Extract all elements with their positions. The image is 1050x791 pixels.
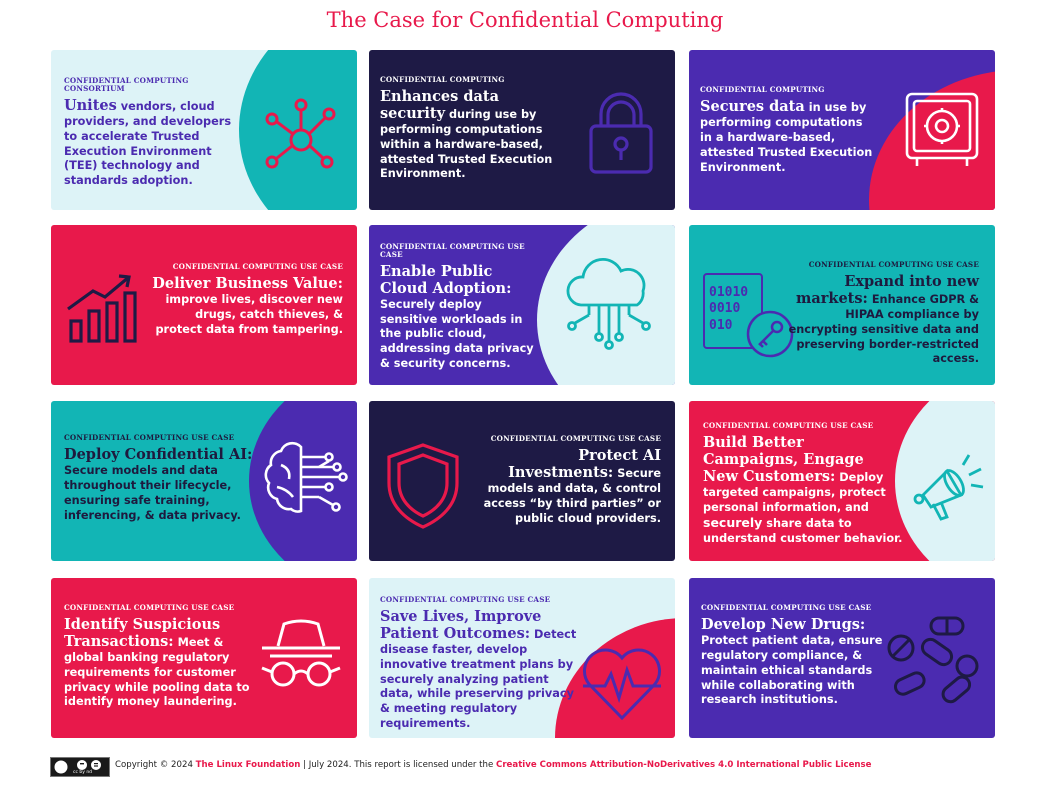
- card-text: Meet & global banking regulatory requirements for customer privacy while pooling data to identify money laundering.: [64, 635, 250, 709]
- card-public-cloud: [369, 225, 675, 385]
- card-protect-ai: [369, 401, 675, 561]
- card-text: Enhance GDPR & HIPAA compliance by encrypting sensitive data and preserving border-restricted access.: [788, 292, 979, 366]
- cloud-circuit-icon: [559, 255, 659, 355]
- card-new-drugs: [689, 578, 995, 738]
- incognito-icon: [256, 616, 346, 696]
- card-lead: Enhances data security: [380, 87, 499, 122]
- padlock-icon: [581, 88, 661, 178]
- license-link[interactable]: Creative Commons Attribution-NoDerivatives 4.0 International Public License: [496, 760, 872, 770]
- ai-brain-icon: [259, 435, 357, 525]
- card-kicker: CONFIDENTIAL COMPUTING USE CASE: [64, 603, 235, 612]
- card-unites: [51, 50, 357, 210]
- card-lead: Secures data: [700, 97, 805, 115]
- card-text: in use by performing computations in a hardware-based, attested Trusted Execution Environment.: [700, 100, 873, 174]
- card-enhances-security: [369, 50, 675, 210]
- card-lead: Expand into new markets:: [796, 272, 979, 307]
- card-suspicious-transactions: [51, 578, 357, 738]
- card-lead: Save Lives, Improve Patient Outcomes:: [380, 607, 542, 642]
- card-kicker: CONFIDENTIAL COMPUTING CONSORTIUM: [64, 76, 189, 93]
- card-text: Deploy targeted campaigns, protect personal information, and: [703, 470, 886, 514]
- binary-line: 01010: [709, 285, 749, 300]
- card-lead: Enable Public Cloud Adoption:: [380, 262, 512, 297]
- pills-icon: [883, 614, 983, 704]
- cc-badge-label: cc by nd: [73, 770, 93, 775]
- card-text: share data to understand customer behavior.: [703, 517, 903, 546]
- card-kicker: CONFIDENTIAL COMPUTING USE CASE: [701, 603, 872, 612]
- card-text: Detect disease faster, develop innovative treatment plans by securely analyzing patient data, while preserving privacy & meeting regulatory requirements.: [380, 627, 577, 731]
- footer: [50, 757, 1050, 777]
- safe-icon: [897, 86, 987, 176]
- card-kicker: CONFIDENTIAL COMPUTING: [700, 85, 825, 94]
- card-text: vendors, cloud providers, and developers to accelerate Trusted Execution Environment (TEE) technology and standards adoption.: [64, 99, 232, 188]
- card-kicker: CONFIDENTIAL COMPUTING USE CASE: [703, 421, 874, 430]
- megaphone-icon: [911, 451, 991, 531]
- card-kicker: CONFIDENTIAL COMPUTING USE CASE: [380, 595, 551, 604]
- card-lead: Deliver Business Value:: [152, 274, 343, 292]
- card-lead: Identify Suspicious Transactions:: [64, 615, 221, 650]
- copyright-text: Copyright © 2024: [115, 760, 196, 770]
- card-lead: Deploy Confidential AI:: [64, 445, 253, 463]
- card-lead: Develop New Drugs:: [701, 615, 866, 633]
- card-kicker: CONFIDENTIAL COMPUTING USE CASE: [64, 433, 235, 442]
- shield-icon: [381, 439, 465, 533]
- card-kicker: CONFIDENTIAL COMPUTING USE CASE: [808, 260, 979, 269]
- cc-license-badge[interactable]: [50, 757, 110, 777]
- card-save-lives: [369, 578, 675, 738]
- card-kicker: CONFIDENTIAL COMPUTING: [380, 75, 505, 84]
- card-kicker: CONFIDENTIAL COMPUTING USE CASE: [172, 262, 343, 271]
- growth-chart-icon: [63, 269, 143, 349]
- card-confidential-ai: [51, 401, 357, 561]
- card-business-value: [51, 225, 357, 385]
- card-text: Secure models and data, & control access “by third parties” or public cloud providers.: [483, 466, 661, 525]
- card-text: improve lives, discover new drugs, catch thieves, & protect data from tampering.: [155, 292, 343, 336]
- card-text: during use by performing computations within a hardware-based, attested Trusted Execution Environment.: [380, 107, 553, 181]
- page-title: The Case for Confidential Computing: [326, 8, 724, 32]
- heartbeat-icon: [577, 640, 667, 724]
- card-campaigns: [689, 401, 995, 561]
- network-hub-icon: [257, 92, 347, 182]
- card-lead: Unites: [64, 96, 117, 114]
- card-kicker: CONFIDENTIAL COMPUTING USE CASE: [490, 434, 661, 443]
- card-lead: Protect AI Investments:: [508, 446, 661, 481]
- footer-middle-text: | July 2024. This report is licensed under the: [300, 760, 497, 770]
- card-new-markets: [689, 225, 995, 385]
- card-text: Secure models and data throughout their lifecycle, ensuring safe training, inferencing, & data privacy.: [64, 463, 241, 522]
- binary-line: 0010: [709, 301, 741, 317]
- card-text: Securely deploy sensitive workloads in the public cloud, addressing data privacy & security concerns.: [380, 297, 534, 371]
- org-link[interactable]: The Linux Foundation: [195, 760, 301, 770]
- card-lead: Build Better Campaigns, Engage New Customers:: [703, 433, 864, 485]
- card-text-strong: securely: [703, 515, 763, 531]
- footer-text: [115, 760, 872, 770]
- card-secures-data: [689, 50, 995, 210]
- card-kicker: CONFIDENTIAL COMPUTING USE CASE: [380, 242, 525, 259]
- binary-line: 010: [709, 317, 733, 333]
- card-text: Protect patient data, ensure regulatory compliance, & maintain ethical standards while collaborating with research institutions.: [701, 633, 883, 707]
